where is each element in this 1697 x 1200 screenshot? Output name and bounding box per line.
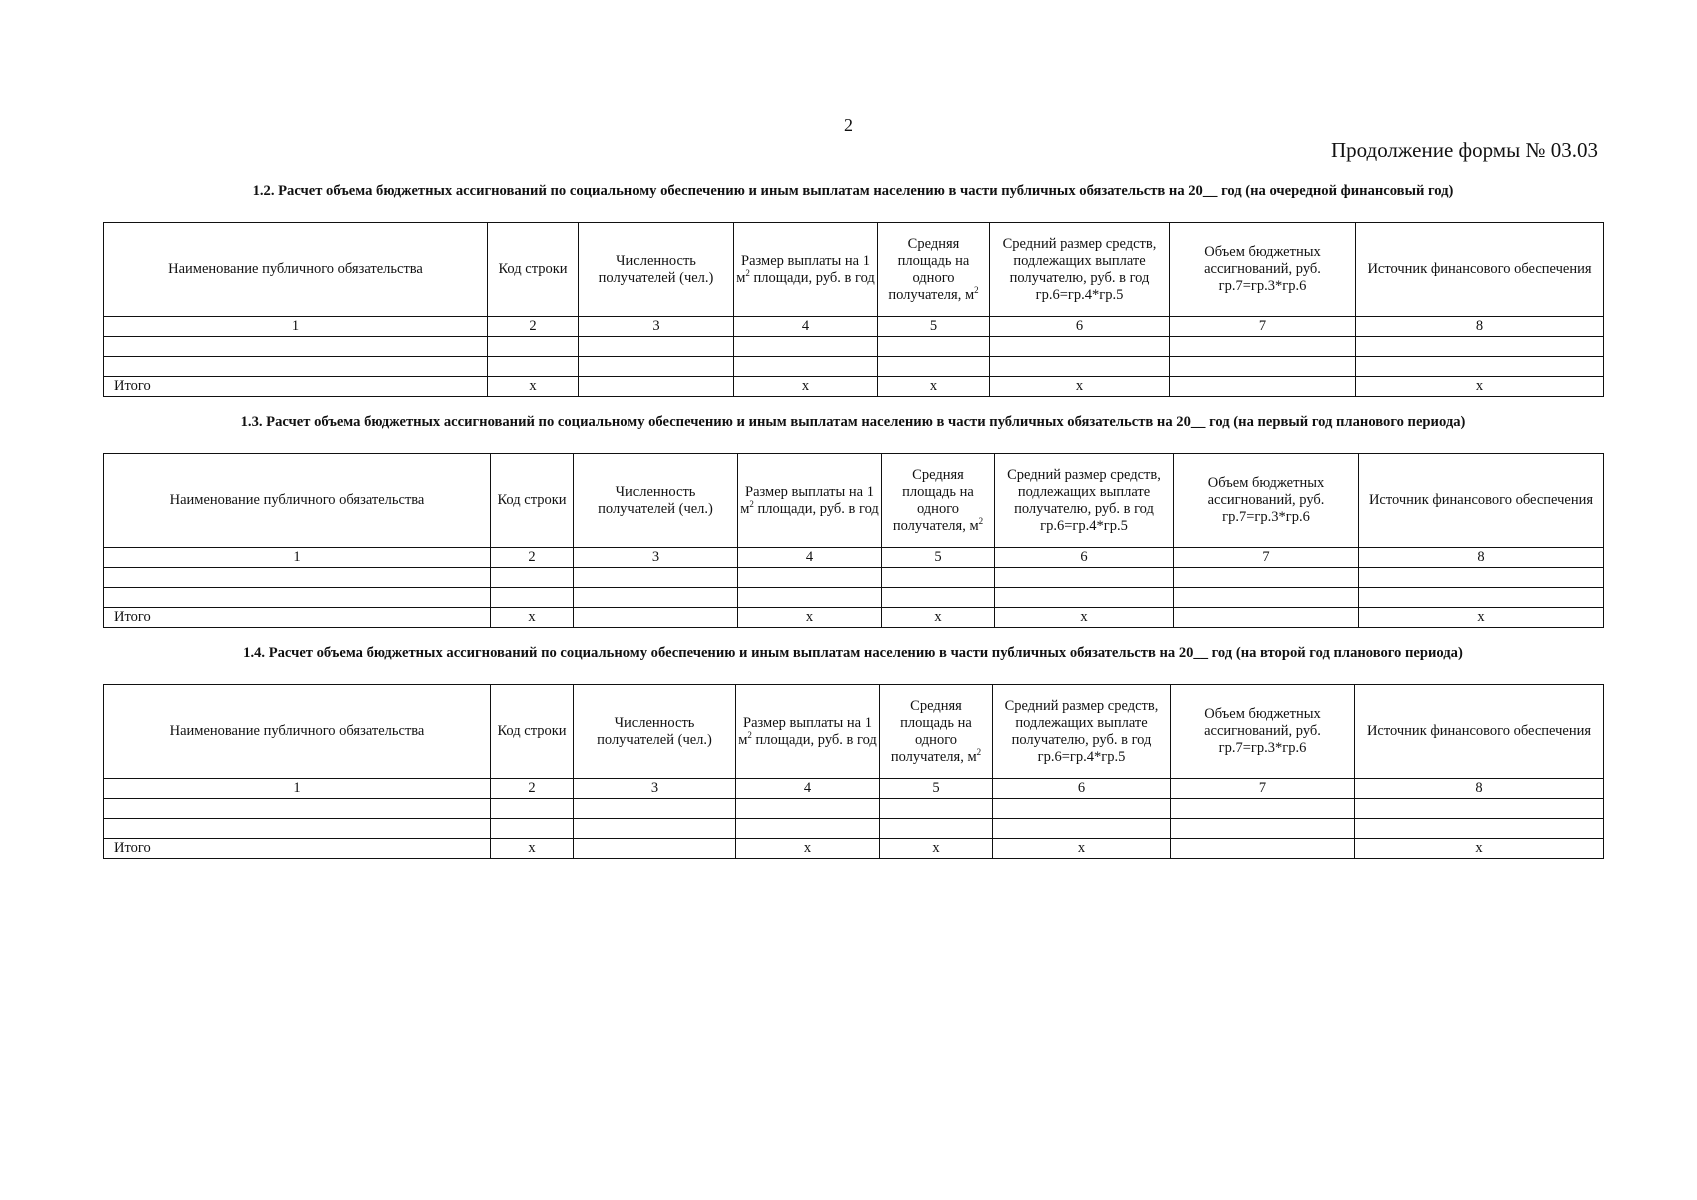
col-header-budget-volume: Объем бюджетных ассигнований, руб. гр.7=гр.3*гр.6 xyxy=(1170,223,1356,317)
column-number: 3 xyxy=(574,779,736,799)
total-cell: x xyxy=(878,377,990,397)
total-cell: x xyxy=(990,377,1170,397)
col-header-recipients-count: Численность получателей (чел.) xyxy=(574,685,736,779)
col-header-funding-source: Источник финансового обеспечения xyxy=(1359,454,1604,548)
column-number: 8 xyxy=(1356,317,1604,337)
section-title: 1.3. Расчет объема бюджетных ассигнований по социальному обеспечению и иным выплатам населению в части публичных обязательств на 20__ год (на первый год планового периода) xyxy=(240,414,1466,430)
column-number: 7 xyxy=(1171,779,1355,799)
col-header-line-code: Код строки xyxy=(488,223,579,317)
table-cell[interactable] xyxy=(993,799,1171,819)
table-cell[interactable] xyxy=(878,337,990,357)
total-label: Итого xyxy=(104,608,491,628)
section-title: 1.4. Расчет объема бюджетных ассигнований по социальному обеспечению и иным выплатам населению в части публичных обязательств на 20__ год (на второй год планового периода) xyxy=(243,645,1463,661)
table-row xyxy=(104,799,1604,819)
total-row xyxy=(104,839,1604,859)
total-cell: x xyxy=(736,839,880,859)
column-number: 5 xyxy=(882,548,995,568)
column-number: 6 xyxy=(990,317,1170,337)
column-number: 7 xyxy=(1170,317,1356,337)
col-header-obligation-name: Наименование публичного обязательства xyxy=(104,454,491,548)
total-cell: x xyxy=(488,377,579,397)
table-cell[interactable] xyxy=(995,588,1174,608)
total-cell[interactable] xyxy=(574,839,736,859)
col-header-line-code: Код строки xyxy=(491,454,574,548)
total-cell: x xyxy=(738,608,882,628)
table-cell[interactable] xyxy=(880,799,993,819)
total-cell: x xyxy=(1355,839,1604,859)
table-cell[interactable] xyxy=(1356,357,1604,377)
table-cell[interactable] xyxy=(488,337,579,357)
col-header-average-amount: Средний размер средств, подлежащих выплате получателю, руб. в год гр.6=гр.4*гр.5 xyxy=(993,685,1171,779)
column-number: 2 xyxy=(491,779,574,799)
column-number: 4 xyxy=(734,317,878,337)
section-1-2 xyxy=(103,180,1603,397)
column-number: 6 xyxy=(995,548,1174,568)
total-cell: x xyxy=(882,608,995,628)
col-header-payment-per-m2: Размер выплаты на 1 $м^2$ площади, руб. в год xyxy=(738,454,882,548)
table-cell[interactable] xyxy=(1359,568,1604,588)
total-cell: x xyxy=(491,608,574,628)
column-number: 3 xyxy=(579,317,734,337)
col-header-average-area: Средняя площадь на одного получателя, $м^2$ xyxy=(882,454,995,548)
table-cell[interactable] xyxy=(104,819,491,839)
total-label: Итого xyxy=(104,839,491,859)
total-cell: x xyxy=(491,839,574,859)
col-header-obligation-name: Наименование публичного обязательства xyxy=(104,223,488,317)
total-row xyxy=(104,608,1604,628)
table-cell[interactable] xyxy=(574,819,736,839)
table-cell[interactable] xyxy=(579,357,734,377)
table-cell[interactable] xyxy=(736,799,880,819)
column-number: 3 xyxy=(574,548,738,568)
table-row xyxy=(104,357,1604,377)
table-cell[interactable] xyxy=(736,819,880,839)
section-title: 1.2. Расчет объема бюджетных ассигнований по социальному обеспечению и иным выплатам населению в части публичных обязательств на 20__ год (на очередной финансовый год) xyxy=(252,183,1454,199)
table-row xyxy=(104,568,1604,588)
col-header-average-area: Средняя площадь на одного получателя, $м^2$ xyxy=(878,223,990,317)
table-cell[interactable] xyxy=(104,799,491,819)
table-cell[interactable] xyxy=(734,357,878,377)
table-cell[interactable] xyxy=(1171,819,1355,839)
column-number: 1 xyxy=(104,779,491,799)
column-number: 1 xyxy=(104,548,491,568)
col-header-line-code: Код строки xyxy=(491,685,574,779)
col-header-payment-per-m2: Размер выплаты на 1 $м^2$ площади, руб. в год xyxy=(736,685,880,779)
total-cell: x xyxy=(734,377,878,397)
column-number: 8 xyxy=(1359,548,1604,568)
table-cell[interactable] xyxy=(995,568,1174,588)
table-cell[interactable] xyxy=(993,819,1171,839)
table-cell[interactable] xyxy=(1174,568,1359,588)
table-cell[interactable] xyxy=(574,588,738,608)
column-number-row xyxy=(104,317,1604,337)
header-row xyxy=(104,685,1604,779)
col-header-budget-volume: Объем бюджетных ассигнований, руб. гр.7=гр.3*гр.6 xyxy=(1174,454,1359,548)
col-header-average-amount: Средний размер средств, подлежащих выплате получателю, руб. в год гр.6=гр.4*гр.5 xyxy=(995,454,1174,548)
column-number-row xyxy=(104,548,1604,568)
table-cell[interactable] xyxy=(1355,799,1604,819)
table-cell[interactable] xyxy=(878,357,990,377)
section-1-4 xyxy=(103,642,1603,859)
table-cell[interactable] xyxy=(579,337,734,357)
total-cell[interactable] xyxy=(1170,377,1356,397)
table-cell[interactable] xyxy=(1170,337,1356,357)
total-label: Итого xyxy=(104,377,488,397)
table-cell[interactable] xyxy=(1355,819,1604,839)
column-number-row xyxy=(104,779,1604,799)
table-row xyxy=(104,337,1604,357)
table-cell[interactable] xyxy=(882,588,995,608)
column-number: 4 xyxy=(736,779,880,799)
page-number: 2 xyxy=(844,115,853,135)
total-cell: x xyxy=(880,839,993,859)
total-cell: x xyxy=(995,608,1174,628)
table-cell[interactable] xyxy=(491,819,574,839)
total-cell[interactable] xyxy=(574,608,738,628)
column-number: 1 xyxy=(104,317,488,337)
col-header-average-area: Средняя площадь на одного получателя, $м^2$ xyxy=(880,685,993,779)
total-cell: x xyxy=(993,839,1171,859)
col-header-payment-per-m2: Размер выплаты на 1 $м^2$ площади, руб. в год xyxy=(734,223,878,317)
col-header-average-amount: Средний размер средств, подлежащих выплате получателю, руб. в год гр.6=гр.4*гр.5 xyxy=(990,223,1170,317)
col-header-budget-volume: Объем бюджетных ассигнований, руб. гр.7=гр.3*гр.6 xyxy=(1171,685,1355,779)
table-cell[interactable] xyxy=(491,568,574,588)
section-1-3 xyxy=(103,411,1603,628)
table-cell[interactable] xyxy=(1356,337,1604,357)
col-header-funding-source: Источник финансового обеспечения xyxy=(1355,685,1604,779)
table-cell[interactable] xyxy=(574,799,736,819)
header-row xyxy=(104,223,1604,317)
table-cell[interactable] xyxy=(491,588,574,608)
header-row xyxy=(104,454,1604,548)
total-cell: x xyxy=(1359,608,1604,628)
table-row xyxy=(104,588,1604,608)
allocation-table xyxy=(103,453,1604,628)
table-cell[interactable] xyxy=(491,799,574,819)
table-cell[interactable] xyxy=(1359,588,1604,608)
table-cell[interactable] xyxy=(1171,799,1355,819)
table-cell[interactable] xyxy=(104,357,488,377)
column-number: 2 xyxy=(491,548,574,568)
total-cell[interactable] xyxy=(1171,839,1355,859)
table-cell[interactable] xyxy=(734,337,878,357)
allocation-table xyxy=(103,222,1604,397)
column-number: 2 xyxy=(488,317,579,337)
table-cell[interactable] xyxy=(738,588,882,608)
table-cell[interactable] xyxy=(880,819,993,839)
column-number: 5 xyxy=(878,317,990,337)
table-cell[interactable] xyxy=(104,337,488,357)
table-cell[interactable] xyxy=(1170,357,1356,377)
table-cell[interactable] xyxy=(104,588,491,608)
form-continuation-label: Продолжение формы № 03.03 xyxy=(1330,138,1598,162)
column-number: 8 xyxy=(1355,779,1604,799)
table-cell[interactable] xyxy=(882,568,995,588)
col-header-obligation-name: Наименование публичного обязательства xyxy=(104,685,491,779)
column-number: 7 xyxy=(1174,548,1359,568)
column-number: 5 xyxy=(880,779,993,799)
col-header-recipients-count: Численность получателей (чел.) xyxy=(574,454,738,548)
table-cell[interactable] xyxy=(1174,588,1359,608)
col-header-funding-source: Источник финансового обеспечения xyxy=(1356,223,1604,317)
column-number: 6 xyxy=(993,779,1171,799)
total-cell: x xyxy=(1356,377,1604,397)
table-cell[interactable] xyxy=(990,357,1170,377)
total-row xyxy=(104,377,1604,397)
col-header-recipients-count: Численность получателей (чел.) xyxy=(579,223,734,317)
table-cell[interactable] xyxy=(574,568,738,588)
table-row xyxy=(104,819,1604,839)
table-cell[interactable] xyxy=(488,357,579,377)
total-cell[interactable] xyxy=(1174,608,1359,628)
table-cell[interactable] xyxy=(990,337,1170,357)
column-number: 4 xyxy=(738,548,882,568)
table-cell[interactable] xyxy=(738,568,882,588)
total-cell[interactable] xyxy=(579,377,734,397)
table-cell[interactable] xyxy=(104,568,491,588)
allocation-table xyxy=(103,684,1604,859)
